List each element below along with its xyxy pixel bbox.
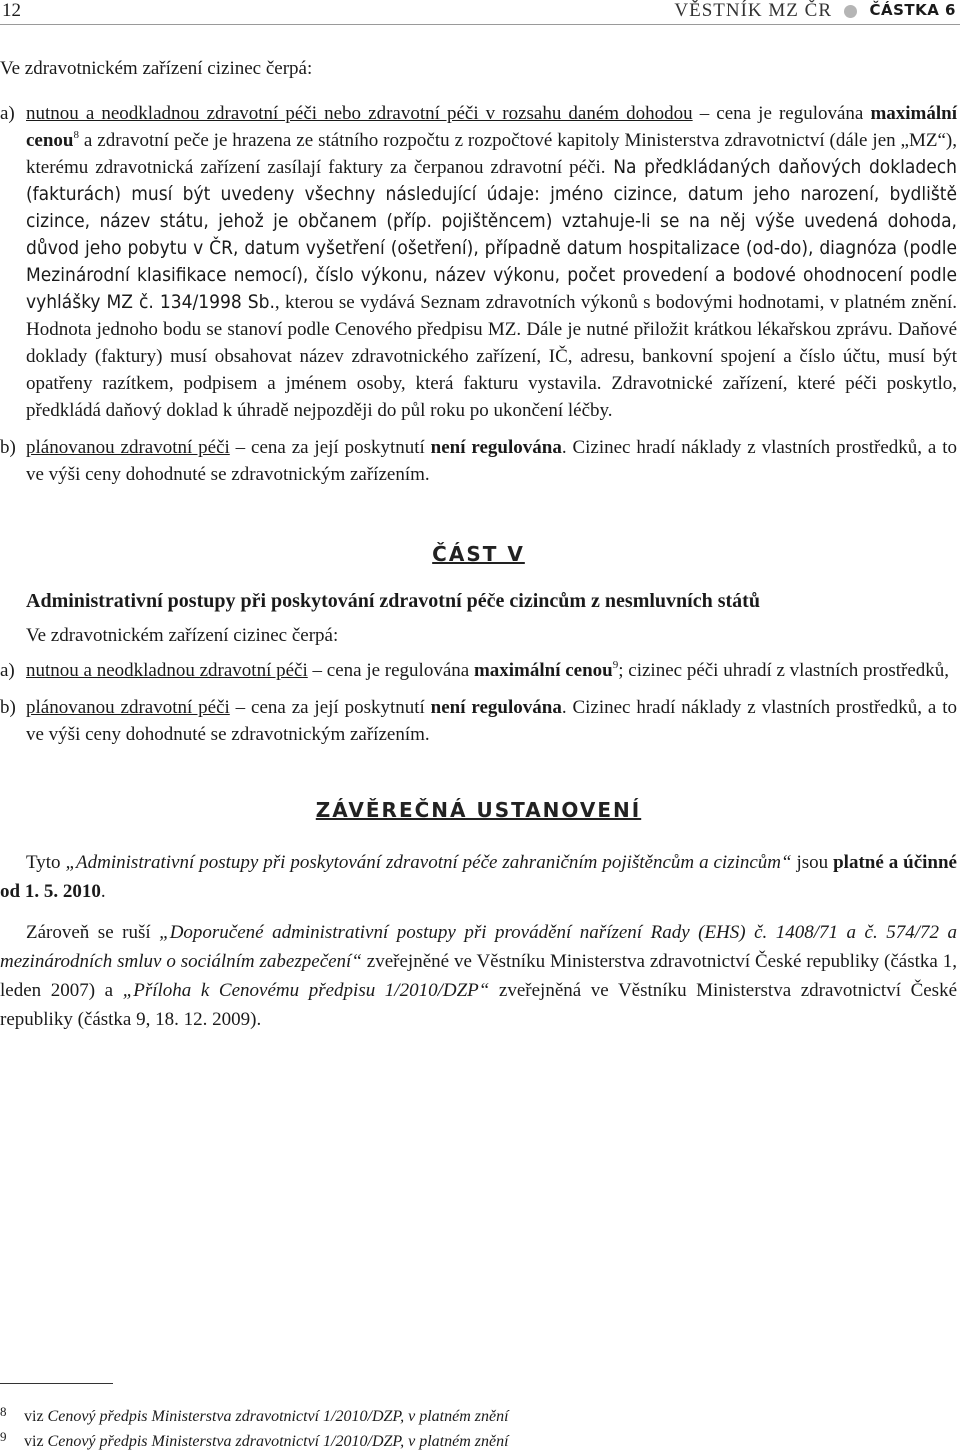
price-emphasis: maximální cenou — [473, 660, 613, 681]
price-emphasis: není regulována — [430, 697, 562, 718]
footnote-ref: 8 — [73, 128, 79, 141]
list-item-b — [0, 694, 957, 748]
footnote-text: viz Cenový předpis Ministerstva zdravotnictví 1/2010/DZP, v platném znění — [24, 1433, 509, 1450]
list-item-a — [0, 100, 957, 424]
list-item-a — [0, 657, 957, 684]
price-emphasis: není regulována — [430, 437, 562, 458]
intro-text: Ve zdravotnickém zařízení cizinec čerpá: — [0, 58, 313, 79]
intro-text: Ve zdravotnickém zařízení cizinec čerpá: — [26, 625, 339, 646]
item-text: plánovanou zdravotní péči – cena za její poskytnutí není regulována. Cizinec hradí náklady z vlastních prostředků, a to ve výši ceny dohodnuté se zdravotnickým zařízením. — [26, 697, 957, 745]
care-type: plánovanou zdravotní péči — [26, 697, 230, 718]
header-rule — [0, 24, 960, 25]
document-title: „Příloha k Cenovému předpisu 1/2010/DZP“ — [122, 980, 490, 1001]
footnote-rule — [0, 1383, 113, 1384]
document-title: „Doporučené administrativní postupy při provádění nařízení Rady (EHS) č. 1408/71 a č. 574/72 a mezinárodních smluv o sociálním zabezpečení“ — [0, 922, 957, 972]
validity-date: platné a účinné od 1. 5. 2010 — [0, 852, 957, 902]
footnote-text: viz Cenový předpis Ministerstva zdravotnictví 1/2010/DZP, v platném znění — [24, 1408, 509, 1425]
bullet-dot-icon — [844, 5, 857, 18]
journal-title: VĚSTNÍK MZ ČR — [674, 0, 832, 21]
section-title-final: ZÁVĚREČNÁ USTANOVENÍ — [315, 798, 642, 822]
footnote-number: 8 — [0, 1404, 7, 1419]
care-type: nutnou a neodkladnou zdravotní péči nebo zdravotní péči v rozsahu daném dohodou — [26, 103, 693, 124]
final-paragraph-1: Tyto „Administrativní postupy při poskytování zdravotní péče zahraničním pojištěncům a cizincům“ jsou platné a účinné od 1. 5. 2010. — [0, 852, 957, 902]
footnote-number: 9 — [0, 1429, 7, 1444]
footnote-ref: 9 — [612, 658, 619, 671]
item-label: b) — [0, 437, 16, 458]
section-heading: Administrativní postupy při poskytování zdravotní péče cizincům z nesmluvních států — [26, 590, 760, 612]
care-type: plánovanou zdravotní péči — [26, 437, 230, 458]
price-emphasis: maximální cenou — [26, 103, 957, 151]
final-paragraph-2: Zároveň se ruší „Doporučené administrativní postupy při provádění nařízení Rady (EHS) č. 1408/71 a č. 574/72 a mezinárodních smluv o sociálním zabezpečení“ zveřejněné ve Věstníku Ministerstva zdravotnictví České republiky (částka 1, leden 2007) a „Příloha k Cenovému předpisu 1/2010/DZP“ zveřejněná ve Věstníku Ministerstva zdravotnictví České republiky (částka 9, 18. 12. 2009). — [0, 922, 958, 1030]
item-text: nutnou a neodkladnou zdravotní péči – cena je regulována maximální cenou$^9$; cizinec péči uhradí z vlastních prostředků, — [26, 658, 950, 681]
section-title-part5: ČÁST V — [432, 542, 525, 566]
page-number: 12 — [2, 0, 21, 21]
page-header — [0, 0, 960, 24]
care-type: nutnou a neodkladnou zdravotní péči — [26, 660, 308, 681]
list-item-b — [0, 434, 957, 488]
item-label: a) — [0, 660, 15, 681]
document-title: „Administrativní postupy při poskytování zdravotní péče zahraničním pojištěncům a cizincům“ — [65, 852, 792, 873]
issue-label: ČÁSTKA 6 — [869, 1, 956, 19]
item-text: nutnou a neodkladnou zdravotní péči nebo zdravotní péči v rozsahu daném dohodou – cena je regulována maximální cenou$^8$ a zdravotní peče je hrazena ze státního rozpočtu z rozpočtové kapitoly Ministerstva zdravotnictví (dále jen „MZ“), kterému zdravotnická zařízení zasílají faktury za čerpanou zdravotní péči. Na předkládaných daňových dokladech (fakturách) musí být uvedeny všechny následující údaje: jméno cizince, datum jeho narození, bydliště cizince, název státu, jehož je občanem (příp. pojištěncem) vztahuje-li se na něj výše uvedená dohoda, důvod jeho pobytu v ČR, datum vyšetření (ošetření), případně datum hospitalizace (od-do), diagnóza (podle Mezinárodní klasifikace nemocí), číslo výkonu, název výkonu, počet provedení a bodové ohodnocení podle vyhlášky MZ č. 134/1998 Sb., kterou se vydává Seznam zdravotních výkonů s bodovými hodnotami, v platném znění. Hodnota jednoho bodu se stanoví podle Cenového předpisu MZ. Dále je nutné přiložit krátkou lékařskou zprávu. Daňové doklady (faktury) musí obsahovat název zdravotnického zařízení, IČ, adresu, bankovní spojení a číslo účtu, musí být opatřeny razítkem, podpisem a jménem osoby, která fakturu vystavila. Zdravotnické zařízení, které péči poskytlo, předkládá daňový doklad k úhradě nejpozději do půl roku po ukončení léčby. — [26, 103, 957, 421]
item-text: plánovanou zdravotní péči – cena za její poskytnutí není regulována. Cizinec hradí náklady z vlastních prostředků, a to ve výši ceny dohodnuté se zdravotnickým zařízením. — [26, 437, 957, 485]
page-content — [0, 46, 957, 1034]
item-label: b) — [0, 697, 16, 718]
item-label: a) — [0, 103, 15, 124]
